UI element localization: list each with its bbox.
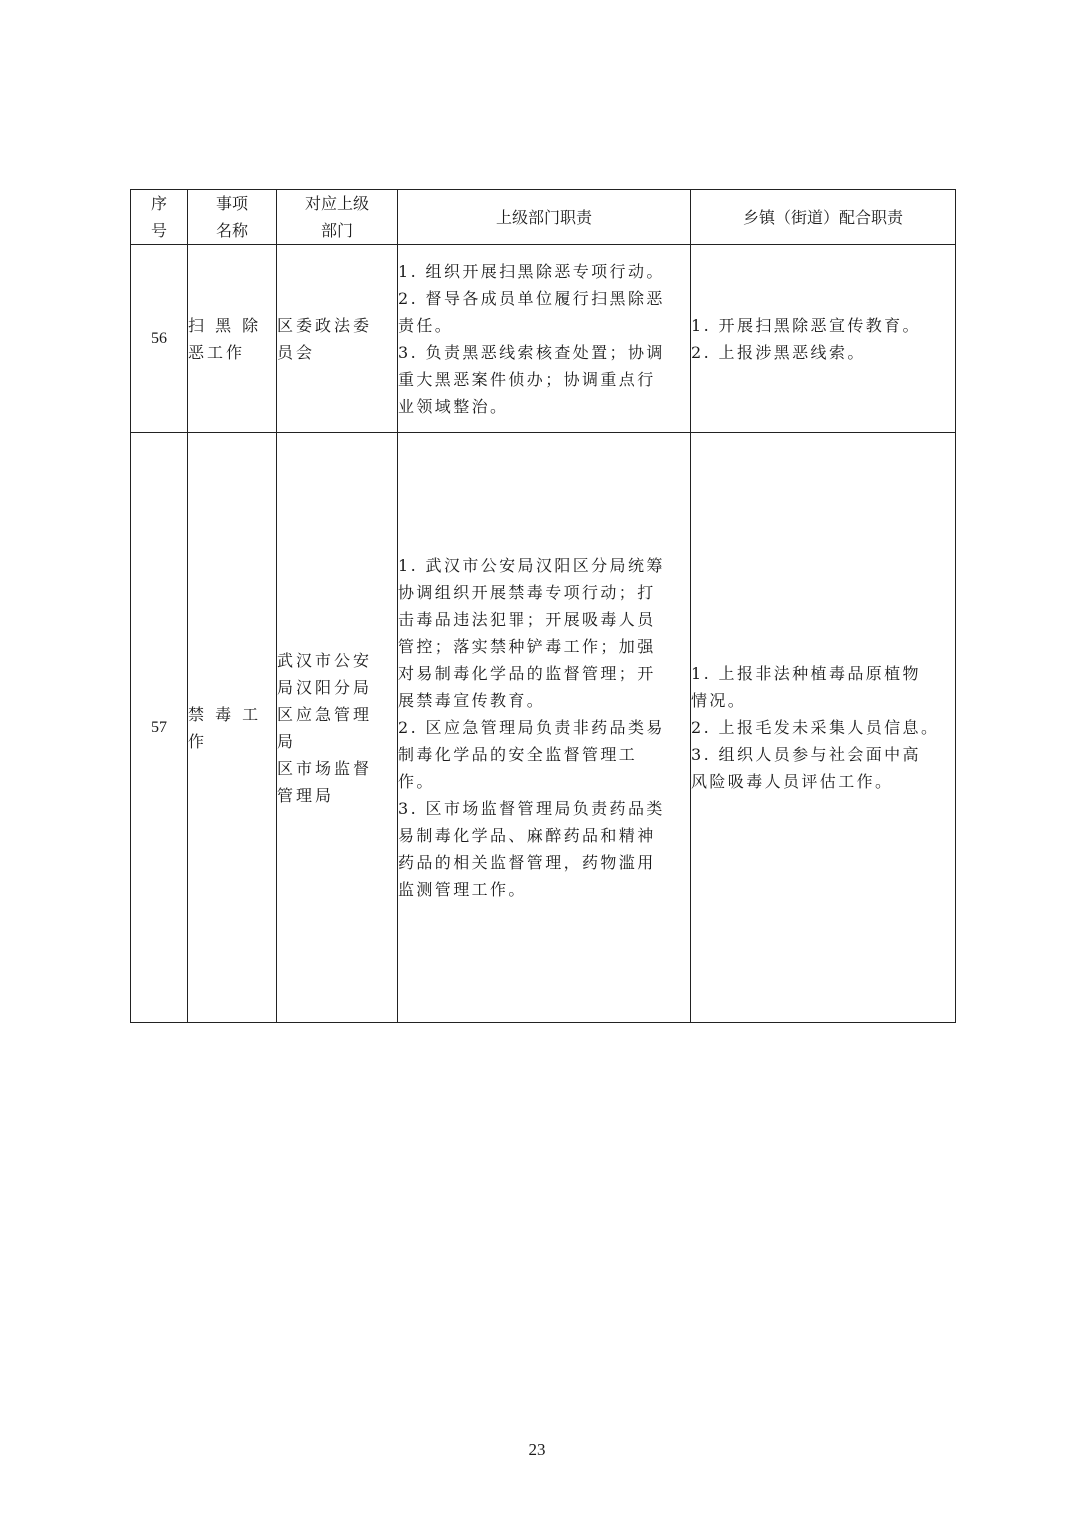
page-number: 23 <box>528 1440 546 1459</box>
duty-table <box>130 189 956 1023</box>
row-town-duties: 1. 开展扫黑除恶宣传教育。 2. 上报涉黑恶线索。 <box>691 245 956 433</box>
header-item-name: 事项 名称 <box>188 190 277 245</box>
row-upper-dept: 区委政法委 员会 <box>277 245 398 433</box>
header-upper-duties: 上级部门职责 <box>398 190 691 245</box>
row-upper-duties: 1. 组织开展扫黑除恶专项行动。 2. 督导各成员单位履行扫黑除恶 责任。 3. 负责黑恶线索核查处置；协调 重大黑恶案件侦办；协调重点行 业领域整治。 <box>398 245 691 433</box>
row-item-name: 扫 黑 除 恶工作 <box>188 245 277 433</box>
table-row <box>131 245 956 433</box>
row-town-duties: 1. 上报非法种植毒品原植物 情况。 2. 上报毛发未采集人员信息。 3. 组织人员参与社会面中高 风险吸毒人员评估工作。 <box>691 433 956 1023</box>
table-row <box>131 433 956 1023</box>
row-number: 57 <box>131 433 188 1023</box>
row-upper-dept: 武汉市公安 局汉阳分局 区应急管理 局 区市场监督 管理局 <box>277 433 398 1023</box>
header-town-duties: 乡镇（街道）配合职责 <box>691 190 956 245</box>
row-number: 56 <box>131 245 188 433</box>
table-header-row <box>131 190 956 245</box>
header-upper-dept: 对应上级 部门 <box>277 190 398 245</box>
row-item-name: 禁 毒 工 作 <box>188 433 277 1023</box>
header-seq: 序 号 <box>131 190 188 245</box>
row-upper-duties: 1. 武汉市公安局汉阳区分局统筹 协调组织开展禁毒专项行动；打 击毒品违法犯罪；开展吸毒人员 管控；落实禁种铲毒工作；加强 对易制毒化学品的监督管理；开 展禁毒宣传教育。 2. 区应急管理局负责非药品类易 制毒化学品的安全监督管理工 作。 3. 区市场监督管理局负责药品类 易制毒化学品、麻醉药品和精神 药品的相关监督管理，药物滥用 监测管理工作。 <box>398 433 691 1023</box>
